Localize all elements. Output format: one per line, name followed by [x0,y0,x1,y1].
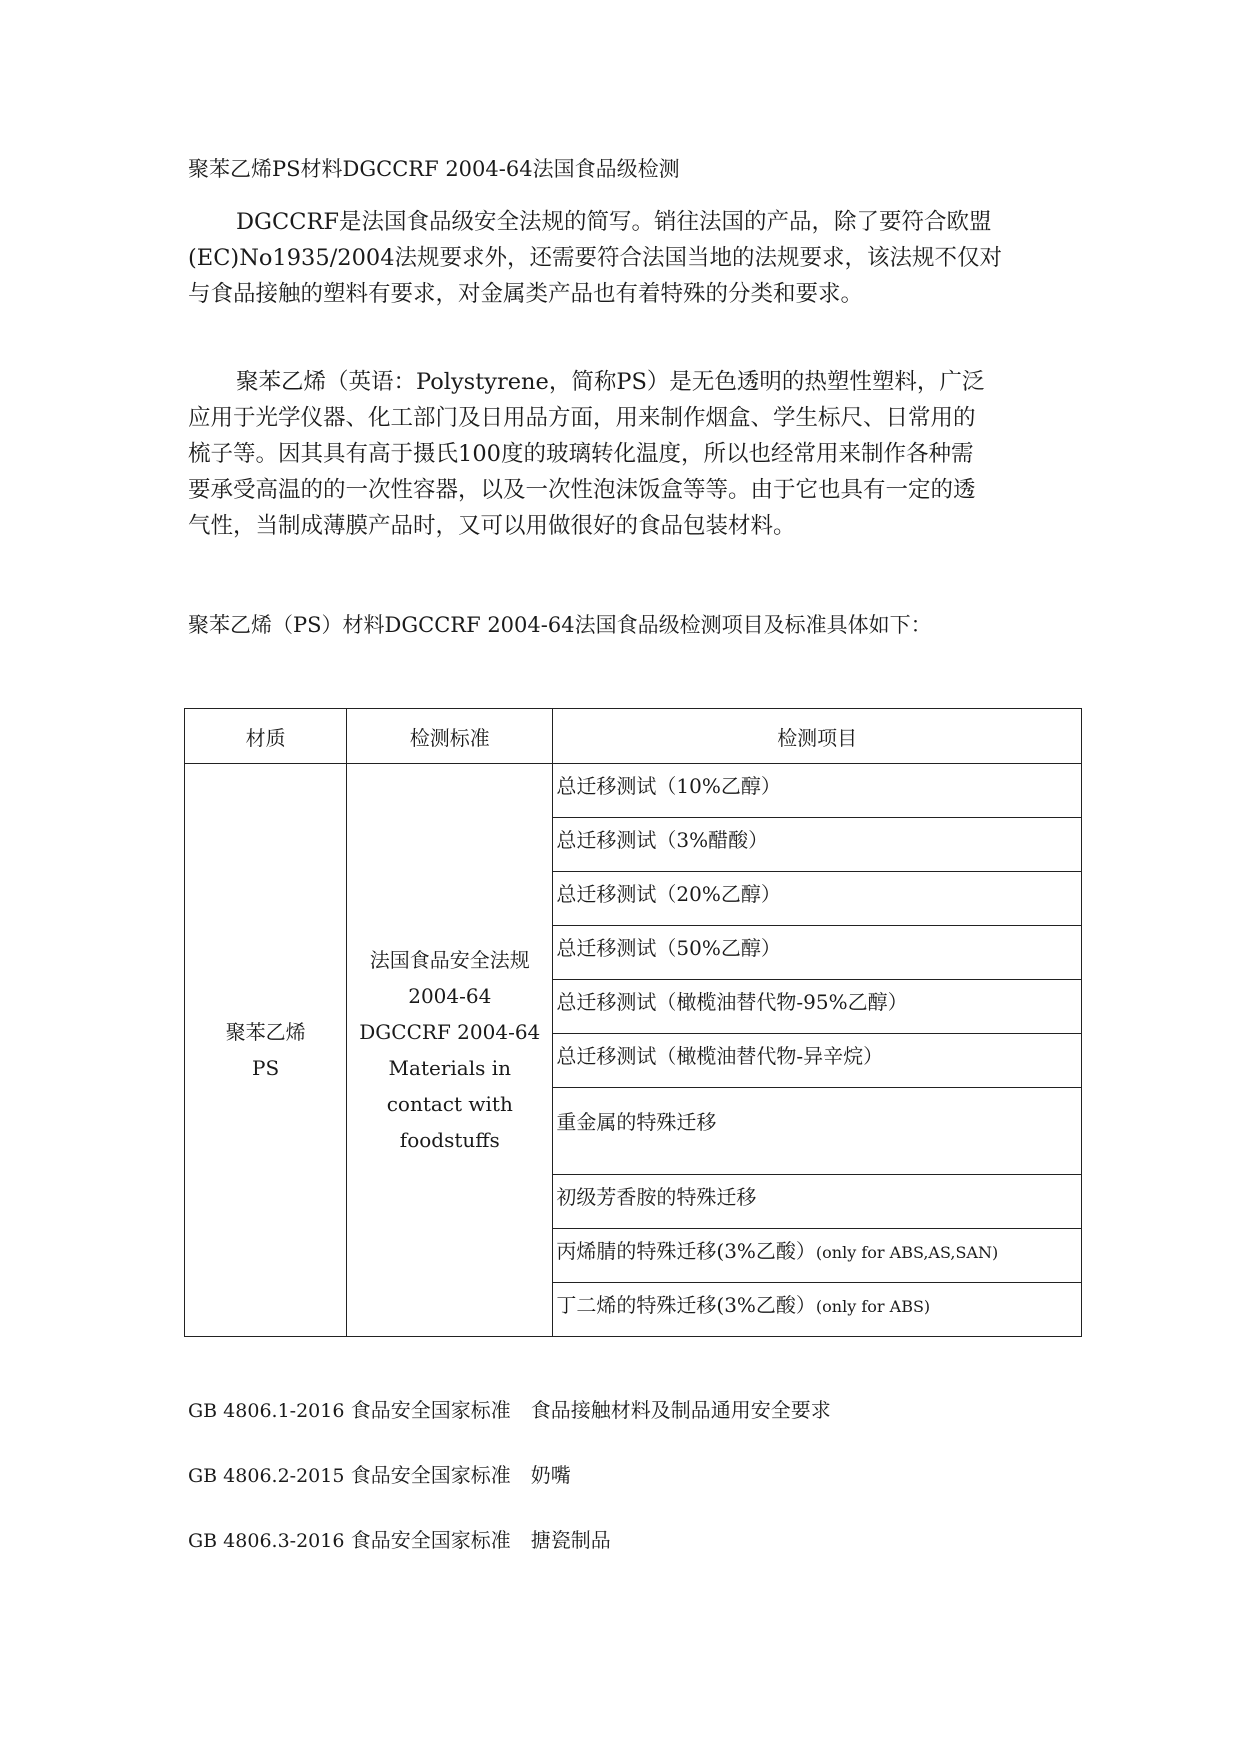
gb-text: 食品安全国家标准 搪瓷制品 [350,1528,611,1552]
material-cell [185,764,347,1337]
test-item-text: 丁二烯的特殊迁移(3%乙酸） [556,1293,816,1317]
test-item-acrylonitrile [553,1229,1082,1283]
standard-line: Materials in [388,1056,511,1080]
gb-code: GB 4806.2-2015 [188,1465,345,1487]
table-intro: 聚苯乙烯（PS）材料DGCCRF 2004-64法国食品级检测项目及标准具体如下： [188,613,932,637]
header-items: 检测项目 [553,709,1082,764]
test-item-note: (only for ABS) [815,1297,931,1316]
gb-code: GB 4806.1-2016 [188,1400,345,1422]
paragraph-polystyrene [188,364,1048,544]
table-header-row [185,709,1082,764]
paragraph-line: 要承受高温的的一次性容器，以及一次性泡沫饭盒等等。由于它也具有一定的透 [188,477,976,503]
test-item: 总迁移测试（橄榄油替代物-异辛烷） [553,1034,1082,1088]
test-item: 总迁移测试（3%醋酸） [553,818,1082,872]
standard-line: contact with [386,1092,513,1116]
gb-standard-line [188,1395,831,1426]
document-title: 聚苯乙烯PS材料DGCCRF 2004-64法国食品级检测 [188,157,680,181]
paragraph-line: 聚苯乙烯（英语：Polystyrene，简称PS）是无色透明的热塑性塑料，广泛 [236,369,985,395]
paragraph-line: (EC)No1935/2004法规要求外，还需要符合法国当地的法规要求，该法规不仅对 [188,245,1003,271]
material-name: 聚苯乙烯 [225,1020,306,1044]
test-item: 初级芳香胺的特殊迁移 [553,1175,1082,1229]
test-items-table [184,708,1082,1337]
standard-cell [347,764,553,1337]
gb-code: GB 4806.3-2016 [188,1530,345,1552]
gb-standard-line [188,1525,611,1556]
paragraph-dgccrf [188,204,1048,312]
standard-line: 2004-64 [408,984,492,1008]
standard-line: DGCCRF 2004-64 [359,1020,541,1044]
test-item: 总迁移测试（10%乙醇） [553,764,1082,818]
test-item-note: (only for ABS,AS,SAN) [815,1243,999,1262]
material-abbr: PS [252,1056,280,1080]
paragraph-line: 梳子等。因其具有高于摄氏100度的玻璃转化温度，所以也经常用来制作各种需 [188,441,974,467]
table-row [185,764,1082,818]
test-item-butadiene [553,1283,1082,1337]
paragraph-line: 气性，当制成薄膜产品时，又可以用做很好的食品包装材料。 [188,513,796,539]
test-item: 总迁移测试（橄榄油替代物-95%乙醇） [553,980,1082,1034]
gb-text: 食品安全国家标准 奶嘴 [350,1463,571,1487]
test-item: 总迁移测试（50%乙醇） [553,926,1082,980]
paragraph-line: 应用于光学仪器、化工部门及日用品方面，用来制作烟盒、学生标尺、日常用的 [188,405,976,431]
standard-line: 法国食品安全法规 [369,948,530,972]
gb-standard-line [188,1460,571,1491]
test-item: 总迁移测试（20%乙醇） [553,872,1082,926]
header-material: 材质 [185,709,347,764]
standard-line: foodstuffs [399,1128,500,1152]
gb-text: 食品安全国家标准 食品接触材料及制品通用安全要求 [350,1398,831,1422]
test-item-text: 丙烯腈的特殊迁移(3%乙酸） [556,1239,816,1263]
test-item: 重金属的特殊迁移 [553,1088,1082,1175]
paragraph-line: DGCCRF是法国食品级安全法规的简写。销往法国的产品，除了要符合欧盟 [236,209,992,235]
paragraph-line: 与食品接触的塑料有要求，对金属类产品也有着特殊的分类和要求。 [188,281,864,307]
header-standard: 检测标准 [347,709,553,764]
